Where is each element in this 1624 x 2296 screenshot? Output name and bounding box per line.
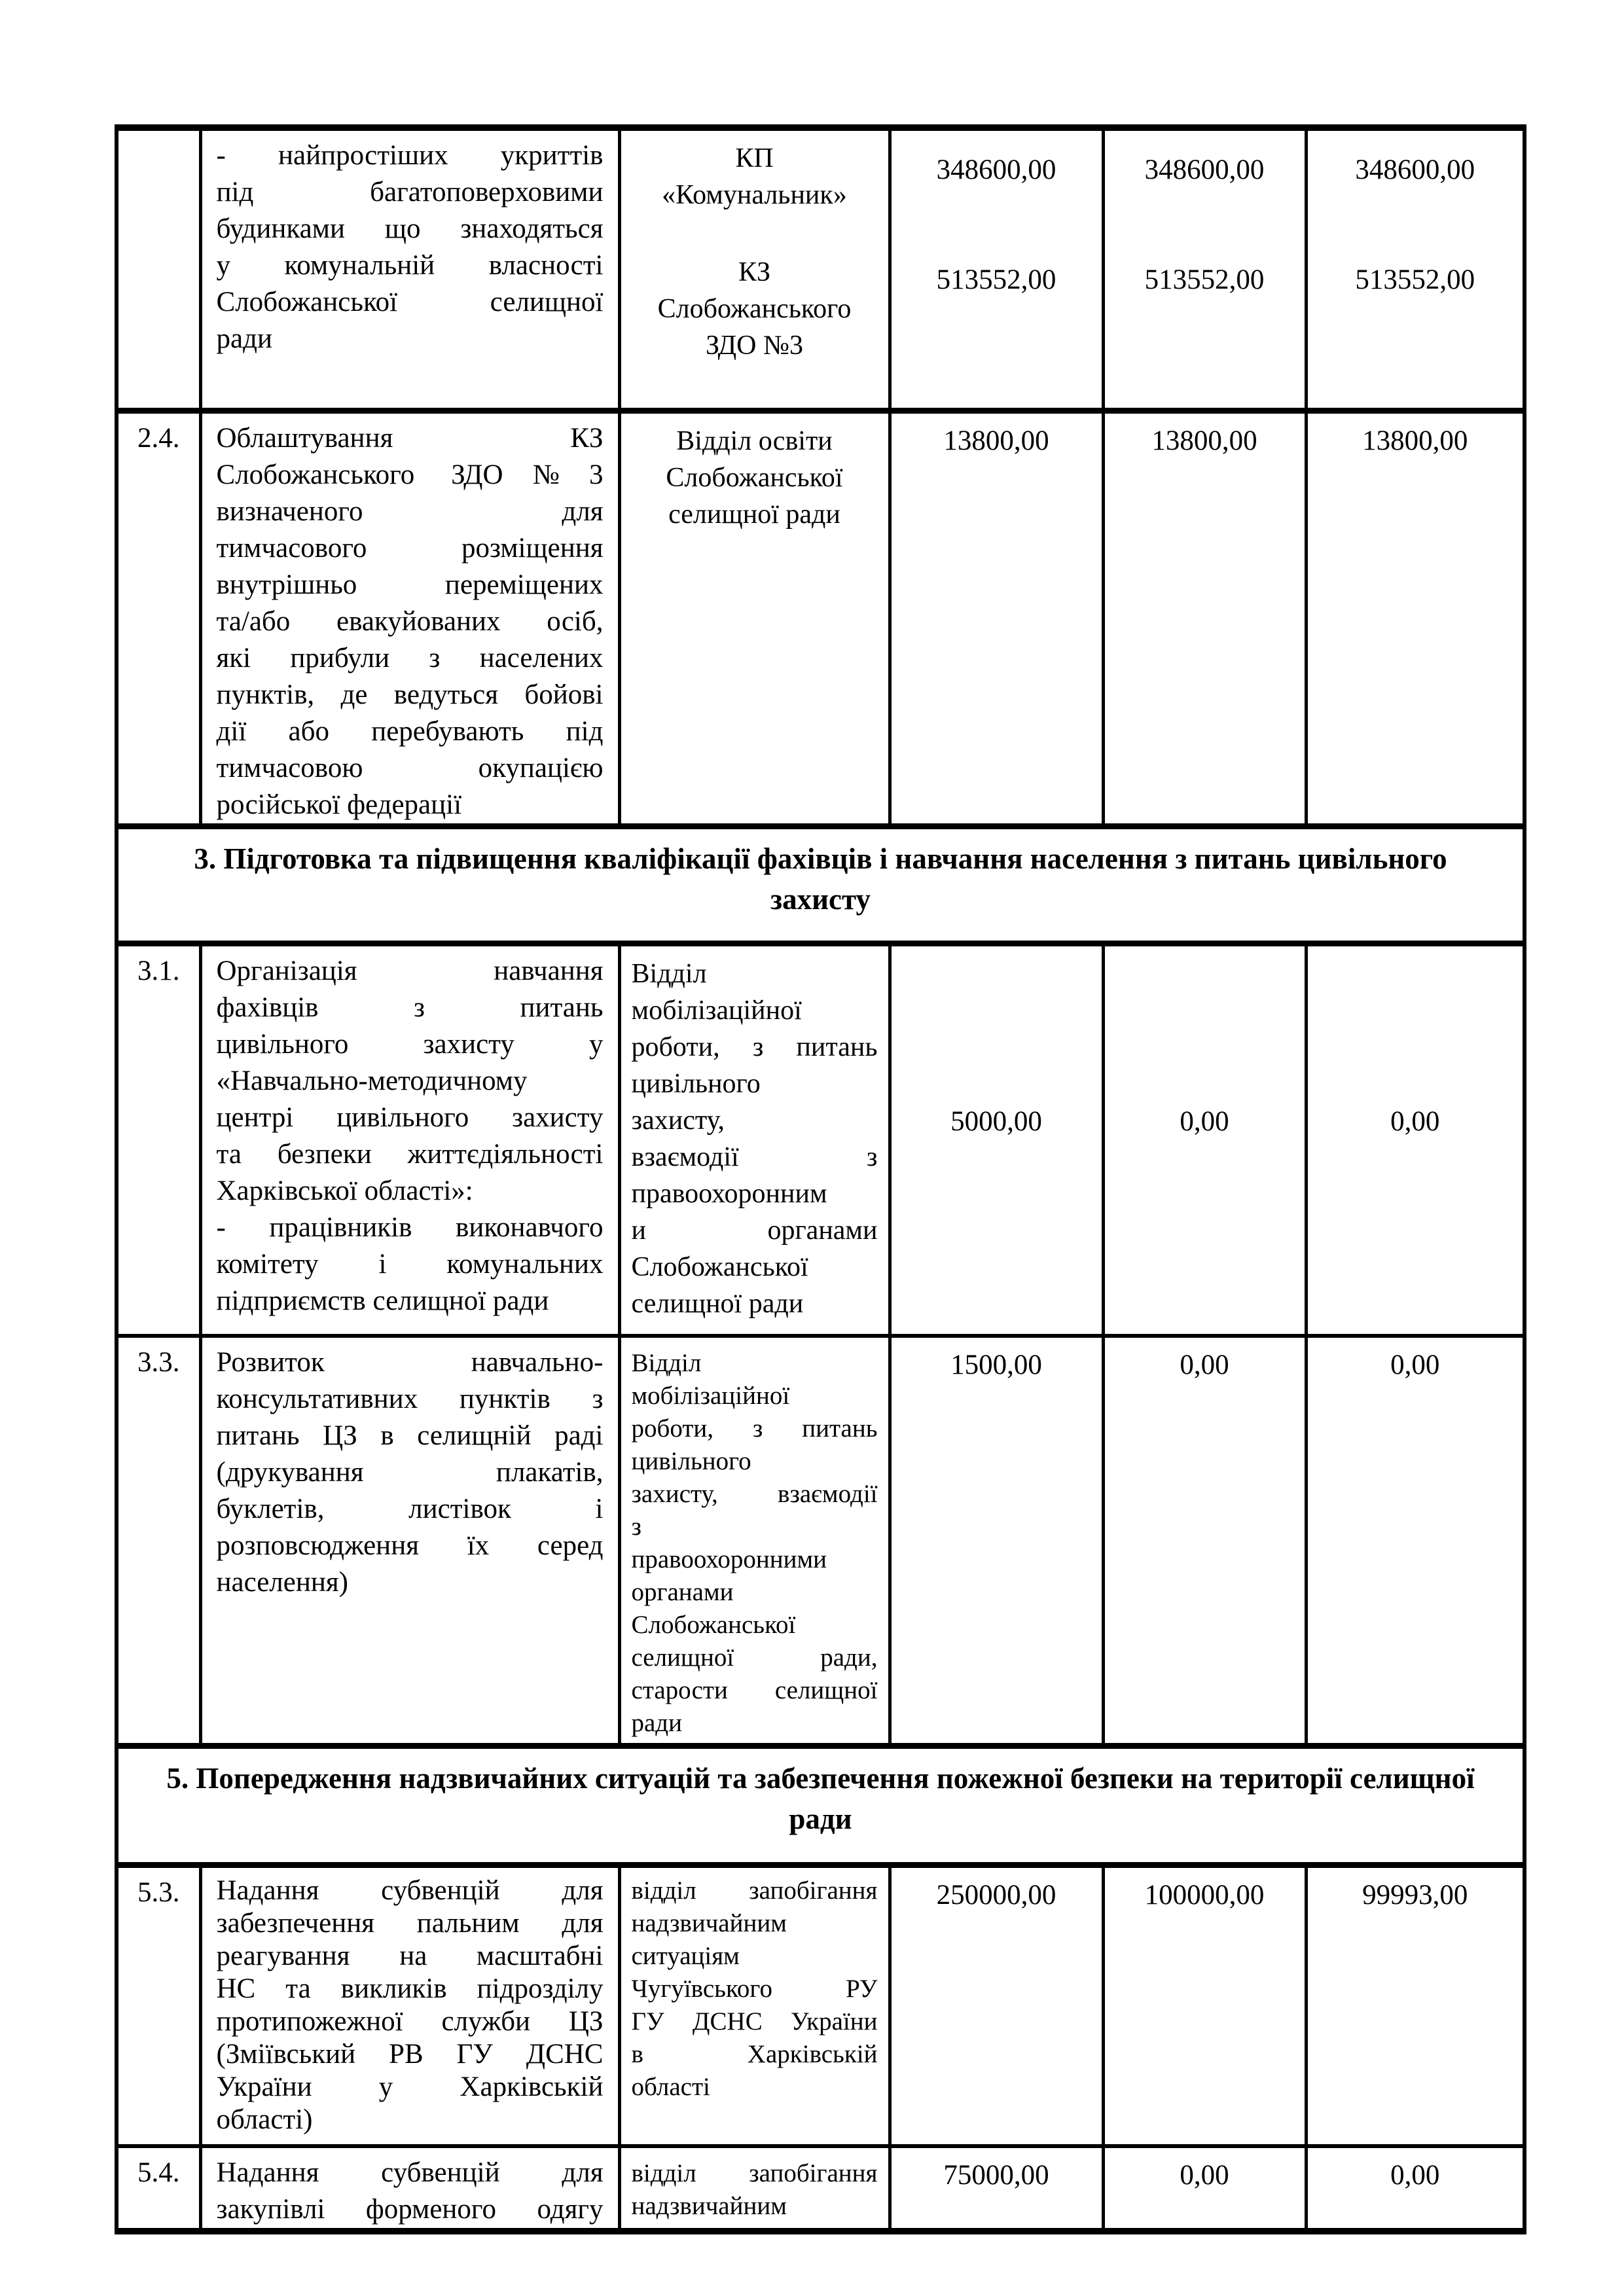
text-line: (Зміївський РВ ГУ ДСНС <box>216 2038 604 2070</box>
text-line: Слобожанської <box>631 1251 808 1282</box>
amount-cell <box>1306 410 1525 826</box>
text-line: «Комунальник» <box>662 180 847 210</box>
text-line: закупівлі форменого одягу <box>216 2194 604 2225</box>
text-line: КП <box>735 143 774 173</box>
text-line: тимчасовою окупацією <box>216 752 604 783</box>
description-cell <box>200 2146 619 2231</box>
text-line: розповсюдження їх серед <box>216 1530 604 1561</box>
text-line: ради <box>216 323 272 354</box>
amount-cell <box>1306 2146 1525 2231</box>
amount-value: 1500,00 <box>950 1350 1042 1380</box>
amount-value: 100000,00 <box>1144 1879 1265 1910</box>
text-line: ради <box>631 1709 683 1737</box>
text-line: НС та викликів підрозділу <box>216 1973 604 2004</box>
text-line: роботи, з питань <box>631 1414 878 1443</box>
blank-gap <box>632 213 878 254</box>
text-line: області <box>631 2072 710 2101</box>
section-header-5 <box>117 1746 1525 1865</box>
text-line: будинками що знаходяться <box>216 213 604 244</box>
amount-value: 348600,00 <box>1355 154 1475 185</box>
amount-value: 0,00 <box>1390 1350 1440 1380</box>
text-line: селищної ради, <box>631 1643 878 1672</box>
amount-value: 13800,00 <box>1151 425 1257 456</box>
amount-cell <box>1103 1336 1306 1746</box>
text-line: та безпеки життєдіяльності <box>216 1138 604 1170</box>
text-line: Слобожанського ЗДО№3 <box>216 459 604 490</box>
text-line: цивільного <box>631 1447 751 1475</box>
description-cell <box>200 410 619 826</box>
text-line: під багатоповерховими <box>216 177 604 207</box>
amount-cell <box>1306 1336 1525 1746</box>
text-line: які прибули з населених <box>216 642 604 673</box>
text-line: взаємодії з <box>631 1141 878 1172</box>
text-line: Надання субвенцій для <box>216 2157 604 2188</box>
text-line: тимчасового розміщення <box>216 532 604 564</box>
text-line: Облаштування КЗ <box>216 422 604 454</box>
text-line: Слобожанської <box>631 1611 796 1639</box>
text-line: надзвичайним <box>631 1909 787 1937</box>
text-line: комітету і комунальних <box>216 1248 604 1280</box>
text-line: правоохоронним <box>631 1178 827 1209</box>
text-line: ЗДО №3 <box>705 331 804 361</box>
text-line: Слобожанського <box>657 294 852 324</box>
amount-value: 513552,00 <box>1144 264 1265 295</box>
text-line: Харківської області»: <box>216 1175 473 1206</box>
responsible-cell <box>619 128 890 410</box>
table-row <box>117 1865 1525 2146</box>
section-title: 5. Попередження надзвичайних ситуацій та забезпечення пожежної безпеки на території селищної ради <box>166 1761 1475 1835</box>
text-line: ГУ ДСНС України <box>631 2007 878 2036</box>
text-line: та/або евакуйованих осіб, <box>216 605 604 637</box>
text-line: старости селищної <box>631 1676 878 1704</box>
text-line: Відділ освіти <box>676 425 833 456</box>
description-cell <box>200 1865 619 2146</box>
text-line: протипожежної служби ЦЗ <box>216 2005 604 2037</box>
section-header-cell <box>117 1746 1525 1865</box>
text-line: захисту, <box>631 1105 725 1136</box>
text-line: з <box>631 1513 641 1541</box>
row-number-cell: 5.3. <box>117 1865 200 2146</box>
section-title: 3. Підготовка та підвищення кваліфікації фахівців і навчання населення з питань цивільного захисту <box>194 842 1447 916</box>
row-number-cell: 3.1. <box>117 943 200 1336</box>
amount-value: 5000,00 <box>950 1105 1042 1137</box>
text-line: Відділ <box>631 1349 702 1377</box>
responsible-cell <box>619 1865 890 2146</box>
row-number-cell <box>117 128 200 410</box>
text-line: російської федерації <box>216 789 462 820</box>
amount-value: 348600,00 <box>936 154 1056 185</box>
description-cell <box>200 128 619 410</box>
amount-value: 513552,00 <box>936 264 1056 295</box>
amount-cell <box>1306 943 1525 1336</box>
text-line: мобілізаційної <box>631 1382 790 1410</box>
amount-cell <box>890 1336 1103 1746</box>
description-cell <box>200 1336 619 1746</box>
text-line: ситуаціям <box>631 1941 740 1970</box>
amount-cell <box>1103 943 1306 1336</box>
amount-value: 0,00 <box>1180 2160 1229 2191</box>
text-line: населення) <box>216 1567 348 1598</box>
text-line: и органами <box>631 1215 878 1246</box>
text-line: Розвиток навчально- <box>216 1347 604 1378</box>
description-cell <box>200 943 619 1336</box>
text-line: цивільного <box>631 1068 761 1099</box>
amount-value: 0,00 <box>1180 1350 1229 1380</box>
text-line: фахівців з питань <box>216 992 604 1023</box>
row-number-cell: 2.4. <box>117 410 200 826</box>
section-header-3 <box>117 826 1525 943</box>
text-line: Надання субвенцій для <box>216 1874 604 1906</box>
program-measures-table <box>115 124 1526 2234</box>
text-line: Слобожанської <box>666 462 843 493</box>
table-row <box>117 2146 1525 2231</box>
amount-value: 13800,00 <box>1362 425 1468 456</box>
responsible-cell <box>619 1336 890 1746</box>
text-line: внутрішньо переміщених <box>216 569 604 600</box>
section-header-cell <box>117 826 1525 943</box>
text-line: питань ЦЗ в селищній раді <box>216 1420 604 1451</box>
amount-value: 250000,00 <box>936 1879 1056 1910</box>
text-line: в Харківській <box>631 2039 878 2068</box>
amount-cell <box>1306 128 1525 410</box>
text-line: забезпечення пальним для <box>216 1907 604 1939</box>
amount-cell <box>1306 1865 1525 2146</box>
text-line: «Навчально-методичному <box>216 1065 528 1096</box>
amount-value: 99993,00 <box>1362 1879 1468 1910</box>
text-line: дії або перебувають під <box>216 715 604 747</box>
amount-value: 0,00 <box>1180 1105 1229 1137</box>
text-line: КЗ <box>738 257 771 287</box>
text-line: відділ запобігання <box>631 1876 878 1905</box>
responsible-cell <box>619 2146 890 2231</box>
text-line: органами <box>631 1578 734 1606</box>
amount-value: 75000,00 <box>943 2160 1049 2191</box>
amount-cell <box>1103 2146 1306 2231</box>
text-line: Слобожанської селищної <box>216 287 604 317</box>
table-row <box>117 128 1525 410</box>
amount-cell <box>1103 1865 1306 2146</box>
responsible-cell <box>619 410 890 826</box>
amount-value: 0,00 <box>1390 2160 1440 2191</box>
text-line: - найпростіших укриттів <box>216 140 604 171</box>
text-line: надзвичайним <box>631 2192 787 2220</box>
text-line: Чугуївського РУ <box>631 1974 878 2003</box>
amount-value: 348600,00 <box>1144 154 1265 185</box>
text-line: (друкування плакатів, <box>216 1457 604 1488</box>
text-line: роботи, з питань <box>631 1031 878 1062</box>
text-line: реагування на масштабні <box>216 1940 604 1971</box>
amount-cell <box>890 128 1103 410</box>
text-line: захисту, взаємодії <box>631 1480 878 1508</box>
text-line: пунктів, де ведуться бойові <box>216 679 604 710</box>
text-line: селищної ради <box>631 1288 804 1319</box>
amount-cell <box>890 410 1103 826</box>
text-line: Відділ <box>631 958 707 989</box>
amount-cell <box>890 943 1103 1336</box>
text-line: цивільного захисту у <box>216 1028 604 1060</box>
amount-value: 13800,00 <box>943 425 1049 456</box>
text-line: України у Харківській <box>216 2071 604 2102</box>
text-line: визначеного для <box>216 495 604 527</box>
text-line: правоохоронними <box>631 1545 827 1573</box>
amount-cell <box>1103 128 1306 410</box>
text-line: мобілізаційної <box>631 995 802 1026</box>
text-line: консультативних пунктів з <box>216 1384 604 1414</box>
text-line: буклетів, листівок і <box>216 1494 604 1524</box>
text-line: - працівників виконавчого <box>216 1211 604 1243</box>
text-line: центрі цивільного захисту <box>216 1102 604 1133</box>
table-row <box>117 1336 1525 1746</box>
amount-value: 513552,00 <box>1355 264 1475 295</box>
table-row <box>117 943 1525 1336</box>
amount-value: 0,00 <box>1390 1105 1440 1137</box>
text-line: підприємств селищної ради <box>216 1285 549 1316</box>
table-row <box>117 410 1525 826</box>
text-line: відділ запобігання <box>631 2159 878 2187</box>
amount-cell <box>1103 410 1306 826</box>
row-number-cell: 5.4. <box>117 2146 200 2231</box>
text-line: селищної ради <box>668 499 840 529</box>
amount-cell <box>890 1865 1103 2146</box>
responsible-cell <box>619 943 890 1336</box>
text-line: області) <box>216 2104 313 2135</box>
amount-cell <box>890 2146 1103 2231</box>
row-number-cell: 3.3. <box>117 1336 200 1746</box>
text-line: у комунальній власності <box>216 250 604 281</box>
text-line: Організація навчання <box>216 955 604 986</box>
